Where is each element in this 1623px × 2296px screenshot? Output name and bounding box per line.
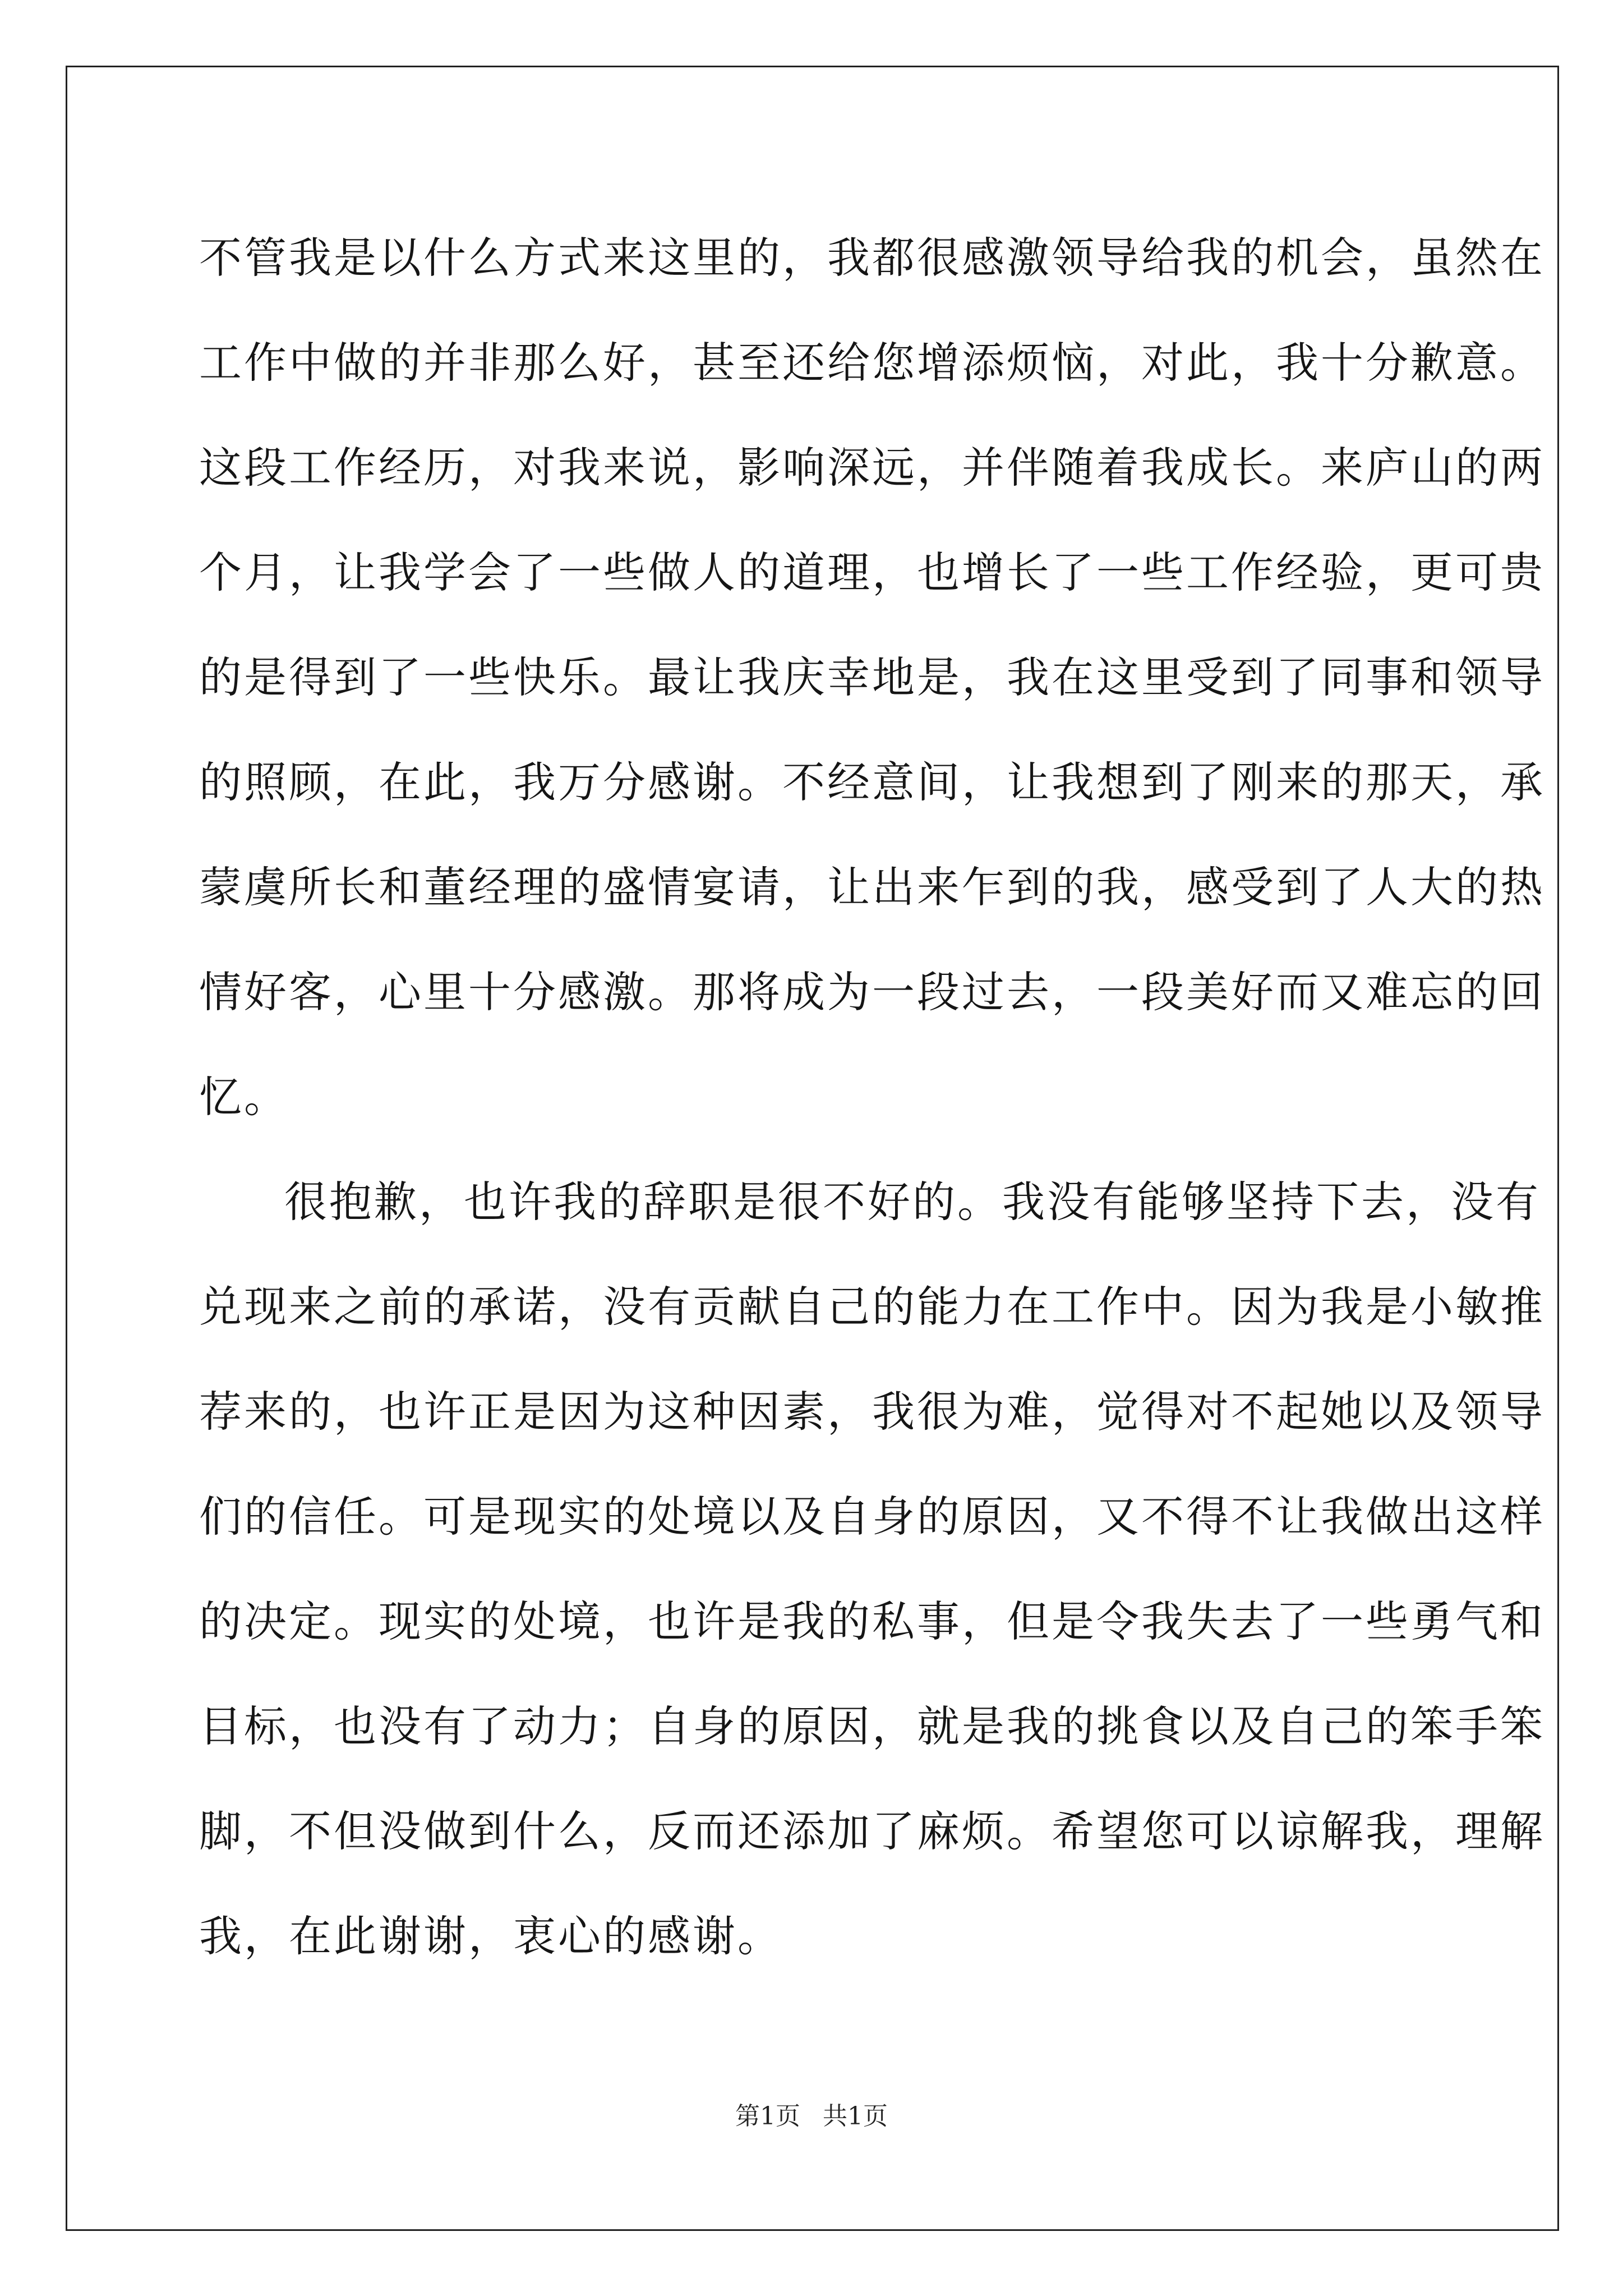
paragraph-start-line: 很抱歉，也许我的辞职是很不好的。我没有能够坚持下去，没有 [284,1177,1541,1227]
page-number: 第1页 [735,2102,800,2131]
text-line: 这段工作经历，对我来说，影响深远，并伴随着我成长。来庐山的两 [199,443,1545,493]
text-line: 们的信任。可是现实的处境以及自身的原因，又不得不让我做出这样 [199,1492,1545,1542]
text-line: 我，在此谢谢，衷心的感谢。 [199,1911,782,1961]
text-line: 荐来的，也许正是因为这种因素，我很为难，觉得对不起她以及领导 [199,1387,1545,1437]
text-line: 忆。 [199,1072,289,1122]
text-line: 情好客，心里十分感激。那将成为一段过去，一段美好而又难忘的回 [199,967,1545,1017]
text-line: 个月，让我学会了一些做人的道理，也增长了一些工作经验，更可贵 [199,547,1545,597]
text-line: 不管我是以什么方式来这里的，我都很感激领导给我的机会，虽然在 [199,233,1545,283]
text-line: 兑现来之前的承诺，没有贡献自己的能力在工作中。因为我是小敏推 [199,1282,1545,1332]
text-line: 工作中做的并非那么好，甚至还给您增添烦恼，对此，我十分歉意。 [199,338,1545,388]
text-line: 的是得到了一些快乐。最让我庆幸地是，我在这里受到了同事和领导 [199,652,1545,702]
page-total: 共1页 [823,2102,888,2131]
text-line: 的决定。现实的处境，也许是我的私事，但是令我失去了一些勇气和 [199,1596,1545,1646]
text-line: 脚，不但没做到什么，反而还添加了麻烦。希望您可以谅解我，理解 [199,1806,1545,1856]
text-line: 目标，也没有了动力；自身的原因，就是我的挑食以及自己的笨手笨 [199,1701,1545,1751]
text-line: 的照顾，在此，我万分感谢。不经意间，让我想到了刚来的那天，承 [199,757,1545,807]
page-footer [0,2096,1623,2132]
text-line: 蒙虞所长和董经理的盛情宴请，让出来乍到的我，感受到了人大的热 [199,862,1545,912]
document-body [199,205,1545,1989]
